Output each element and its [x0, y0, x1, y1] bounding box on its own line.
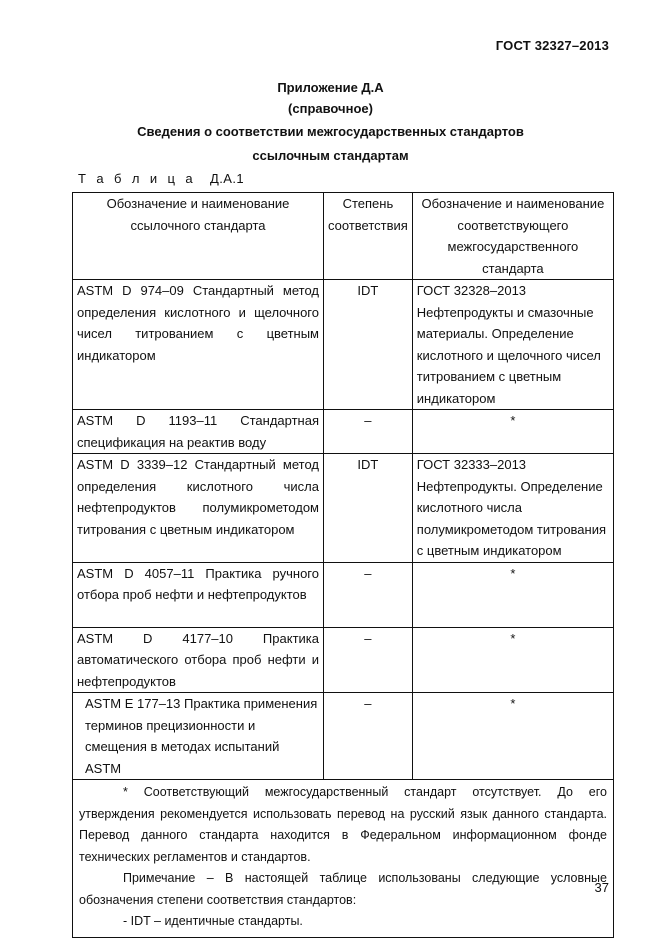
- national-standard-cell: *: [412, 627, 613, 693]
- note-item-idt: - IDT – идентичные стандарты.: [123, 914, 303, 928]
- national-standard-cell: *: [412, 693, 613, 780]
- national-standard-cell: ГОСТ 32328–2013 Нефтепродукты и смазочные материалы. Определение кислотного и щелочного чисел титрованием с цветным индикатором: [412, 280, 613, 410]
- table-caption: [78, 171, 244, 186]
- national-standard-cell: ГОСТ 32333–2013 Нефтепродукты. Определение кислотного числа полумикрометодом титрования с цветным индикатором: [412, 454, 613, 563]
- degree-cell: –: [324, 410, 413, 454]
- column-header-national: Обозначение и наименование соответствующего межгосударственного стандарта: [412, 193, 613, 280]
- national-standard-cell: *: [412, 562, 613, 627]
- reference-standard-cell: ASTM D 1193–11 Стандартная спецификация на реактив воду: [73, 410, 324, 454]
- annex-heading-line1: Сведения о соответствии межгосударственных стандартов: [137, 124, 524, 139]
- column-header-degree: Степень соответствия: [324, 193, 413, 280]
- table-row: [73, 627, 614, 693]
- table-row: [73, 693, 614, 780]
- national-standard-cell: *: [412, 410, 613, 454]
- table-footnote-row: [73, 780, 614, 938]
- degree-cell: –: [324, 627, 413, 693]
- annex-subtitle: (справочное): [288, 101, 373, 116]
- note-text: Примечание – В настоящей таблице использованы следующие условные обозначения степени соответствия стандартов:: [79, 871, 607, 907]
- column-header-reference: Обозначение и наименование ссылочного стандарта: [73, 193, 324, 280]
- table-row: [73, 410, 614, 454]
- degree-cell: –: [324, 562, 413, 627]
- reference-standard-cell: ASTM D 3339–12 Стандартный метод определения кислотного числа нефтепродуктов полумикрометодом титрования с цветным индикатором: [73, 454, 324, 563]
- table-row: [73, 562, 614, 627]
- table-row: [73, 454, 614, 563]
- reference-standard-cell: ASTM D 974–09 Стандартный метод определения кислотного и щелочного чисел титрованием с цветным индикатором: [73, 280, 324, 410]
- table-row: [73, 280, 614, 410]
- reference-standard-cell: ASTM E 177–13 Практика применения терминов прецизионности и смещения в методах испытаний ASTM: [73, 693, 324, 780]
- table-header-row: [73, 193, 614, 280]
- table-notes: [73, 780, 614, 938]
- correspondence-table: [72, 192, 614, 938]
- table-caption-number: Д.А.1: [210, 171, 244, 186]
- reference-standard-cell: ASTM D 4177–10 Практика автоматического отбора проб нефти и нефтепродуктов: [73, 627, 324, 693]
- annex-heading-line2: ссылочным стандартам: [252, 148, 409, 163]
- table-caption-label: Т а б л и ц а: [78, 171, 197, 186]
- footnote-text: * Соответствующий межгосударственный стандарт отсутствует. До его утверждения рекомендуется использовать перевод на русский язык данного стандарта. Перевод данного стандарта находится в Федеральном информационном фонде технических регламентов и стандартов.: [79, 785, 607, 864]
- degree-cell: IDT: [324, 454, 413, 563]
- degree-cell: IDT: [324, 280, 413, 410]
- degree-cell: –: [324, 693, 413, 780]
- page-number: 37: [594, 880, 609, 895]
- document-code: ГОСТ 32327–2013: [495, 38, 609, 53]
- reference-standard-cell: ASTM D 4057–11 Практика ручного отбора проб нефти и нефтепродуктов: [73, 562, 324, 627]
- annex-title: Приложение Д.А: [277, 80, 384, 95]
